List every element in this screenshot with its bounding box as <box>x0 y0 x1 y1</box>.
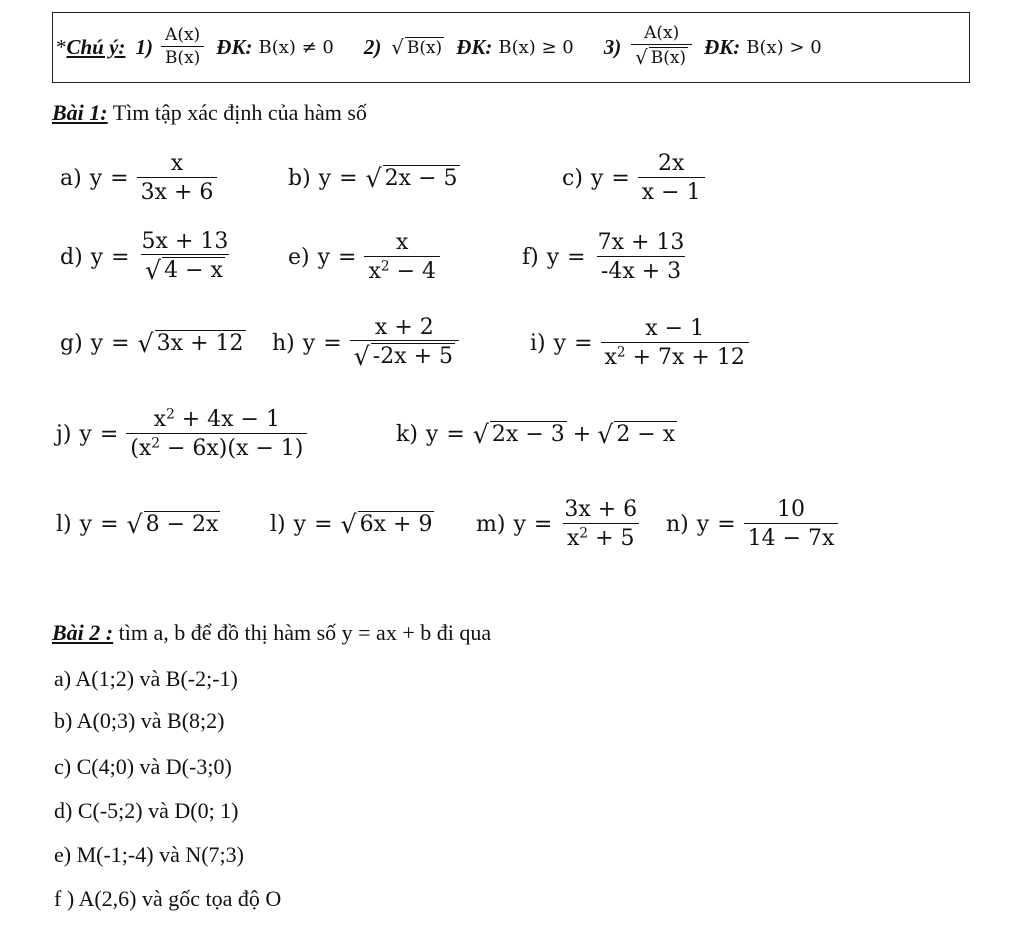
square-root <box>138 330 246 356</box>
exercise-label: k) <box>396 421 418 447</box>
exercise-m <box>476 494 641 554</box>
numerator: x <box>170 151 184 177</box>
bai1-heading <box>52 100 367 126</box>
fraction <box>744 497 839 551</box>
sqrt-sign: √ <box>144 255 162 285</box>
exercise-k <box>396 404 677 464</box>
exercise-label: m) <box>476 511 506 537</box>
note-label: Chú ý: <box>66 34 126 59</box>
exercise-label: e) <box>288 244 310 270</box>
exercise-h <box>272 314 459 372</box>
denominator: -4x + 3 <box>597 256 685 284</box>
equals-sign: = <box>717 511 736 537</box>
equals-sign: = <box>323 330 342 356</box>
fraction <box>350 315 459 371</box>
radicand: 6x + 9 <box>359 511 433 537</box>
note-c2-num: 2) <box>363 34 382 59</box>
equals-sign: = <box>110 165 129 191</box>
exercise-label: l) <box>270 511 286 537</box>
y-symbol: y <box>318 165 332 191</box>
equals-sign: = <box>111 244 130 270</box>
square-root <box>597 421 677 447</box>
numerator: 3x + 6 <box>564 497 638 523</box>
exercise-g <box>60 314 246 372</box>
equals-sign: = <box>574 330 593 356</box>
sqrt-sign: √ <box>340 509 357 539</box>
denominator <box>126 433 307 461</box>
note-c1-dk: ĐK: <box>216 34 253 59</box>
note-c1-frac-num: A(x) <box>165 24 201 45</box>
equals-sign: = <box>99 421 119 447</box>
note-c1-frac-den: B(x) <box>161 46 204 69</box>
y-symbol: y <box>79 421 92 447</box>
exercise-n <box>666 494 838 554</box>
square-root <box>127 511 221 537</box>
sqrt-sign: √ <box>137 328 154 358</box>
exponent: 2 <box>380 258 390 274</box>
note-c2-cond: B(x) ≥ 0 <box>498 36 574 58</box>
den-rest: − 6x)(x − 1) <box>159 435 304 461</box>
num-base: x <box>153 407 167 433</box>
bai1-text: Tìm tập xác định của hàm số <box>107 100 367 125</box>
bai2-heading <box>52 620 491 646</box>
exercise-label: b) <box>288 165 311 191</box>
exponent: 2 <box>166 406 175 423</box>
sqrt-sign: √ <box>635 46 648 70</box>
denominator <box>364 256 440 284</box>
fraction <box>638 151 705 205</box>
fraction <box>126 407 307 461</box>
y-symbol: y <box>553 330 567 356</box>
fraction <box>594 230 689 284</box>
radicand: 8 − 2x <box>145 511 219 537</box>
exercise-d <box>60 228 232 286</box>
numerator <box>150 407 284 432</box>
exercise-b <box>288 150 460 206</box>
radicand: 3x + 12 <box>156 330 244 356</box>
bai2-item-e: e) M(-1;-4) và N(7;3) <box>54 842 244 867</box>
radicand: 2x − 3 <box>491 421 565 447</box>
sqrt-sign: √ <box>472 419 489 449</box>
note-c1-cond: B(x) ≠ 0 <box>258 36 334 58</box>
exercise-label: g) <box>60 330 83 356</box>
radicand: 2x − 5 <box>384 165 458 191</box>
note-c3-cond: B(x) > 0 <box>746 36 822 58</box>
square-root <box>354 343 455 369</box>
den-base: x <box>368 258 381 284</box>
note-c2-rad: B(x) <box>406 37 443 58</box>
exponent: 2 <box>579 525 589 541</box>
plus-sign: + <box>572 421 592 447</box>
equals-sign: = <box>446 421 465 447</box>
equals-sign: = <box>100 511 119 537</box>
bai2-text: tìm a, b để đồ thị hàm số y = ax + b đi qua <box>113 620 492 645</box>
sqrt-sign: √ <box>365 163 382 193</box>
note-prefix: * <box>56 34 67 59</box>
exercise-label: f) <box>522 244 539 270</box>
den-base: (x <box>130 435 152 461</box>
note-c3-sqrt <box>635 47 688 68</box>
radicand: -2x + 5 <box>372 344 454 370</box>
y-symbol: y <box>89 165 103 191</box>
y-symbol: y <box>513 511 526 537</box>
sqrt-sign: √ <box>353 341 370 371</box>
y-symbol: y <box>425 421 439 447</box>
denominator: 14 − 7x <box>744 523 839 551</box>
equals-sign: = <box>533 511 553 537</box>
note-c1-num: 1) <box>135 34 153 59</box>
note-c3-fraction <box>631 24 692 69</box>
exercise-label: i) <box>530 330 546 356</box>
sqrt-sign: √ <box>597 419 614 449</box>
equals-sign: = <box>567 244 586 270</box>
numerator: 10 <box>777 497 806 523</box>
denominator <box>563 523 639 551</box>
exercise-i <box>530 314 749 372</box>
y-symbol: y <box>90 244 104 270</box>
exponent: 2 <box>151 435 160 451</box>
bai2-item-f: f ) A(2,6) và gốc tọa độ O <box>54 886 282 911</box>
note-c3-dk: ĐK: <box>704 34 741 59</box>
note-content <box>56 14 822 80</box>
den-base: x <box>566 525 580 551</box>
exercise-l-1 <box>56 494 220 554</box>
exercise-label: l) <box>56 511 72 537</box>
exercise-label: h) <box>272 330 295 356</box>
equals-sign: = <box>338 244 357 270</box>
numerator: 7x + 13 <box>597 230 685 256</box>
square-root <box>473 421 567 447</box>
denominator: x − 1 <box>638 177 705 205</box>
note-c1-fraction <box>161 26 204 68</box>
y-symbol: y <box>696 511 710 537</box>
bai2-item-b: b) A(0;3) và B(8;2) <box>54 708 225 733</box>
square-root <box>366 165 460 191</box>
square-root <box>145 257 225 283</box>
exercise-a <box>60 150 217 206</box>
y-symbol: y <box>302 330 316 356</box>
exercise-label: a) <box>60 165 82 191</box>
exponent: 2 <box>616 344 626 360</box>
radicand: 2 − x <box>616 421 676 447</box>
exercise-l-2 <box>270 494 434 554</box>
bai2-item-c: c) C(4;0) và D(-3;0) <box>54 754 232 779</box>
numerator: x + 2 <box>374 314 434 340</box>
numerator: x <box>396 230 409 256</box>
note-c3-frac-num: A(x) <box>644 23 680 44</box>
note-c2-sqrt <box>391 37 444 58</box>
equals-sign: = <box>314 511 333 537</box>
denominator: 3x + 6 <box>137 177 218 205</box>
numerator: x − 1 <box>645 316 705 342</box>
bai2-label: Bài 2 : <box>52 620 114 645</box>
exercise-label: j) <box>56 421 72 447</box>
den-rest: + 5 <box>588 525 635 551</box>
fraction <box>364 230 440 284</box>
exercise-label: n) <box>666 511 689 537</box>
denominator <box>601 342 749 370</box>
bai2-item-a: a) A(1;2) và B(-2;-1) <box>54 666 238 691</box>
exercise-e <box>288 228 440 286</box>
bai1-label: Bài 1: <box>52 100 108 125</box>
fraction <box>137 151 218 205</box>
y-symbol: y <box>90 330 104 356</box>
sqrt-sign: √ <box>126 509 143 539</box>
equals-sign: = <box>339 165 358 191</box>
fraction <box>601 316 749 370</box>
y-symbol: y <box>590 165 604 191</box>
sqrt-sign: √ <box>391 35 404 59</box>
square-root <box>341 511 435 537</box>
y-symbol: y <box>546 244 560 270</box>
y-symbol: y <box>293 511 307 537</box>
den-rest: + 7x + 12 <box>625 344 745 370</box>
exercise-c <box>562 150 705 206</box>
exercise-j <box>56 404 307 464</box>
y-symbol: y <box>317 244 331 270</box>
fraction <box>560 497 641 551</box>
note-c3-rad: B(x) <box>650 47 687 68</box>
numerator: 2x <box>657 151 685 177</box>
radicand: 4 − x <box>164 258 223 284</box>
equals-sign: = <box>611 165 630 191</box>
exercise-label: c) <box>562 165 583 191</box>
numerator: 5x + 13 <box>141 228 229 254</box>
note-c2-dk: ĐK: <box>456 34 493 59</box>
num-rest: + 4x − 1 <box>174 407 280 433</box>
den-base: x <box>604 344 617 370</box>
den-rest: − 4 <box>389 258 436 284</box>
exercise-f <box>522 228 688 286</box>
note-c3-num: 3) <box>603 34 622 59</box>
y-symbol: y <box>79 511 93 537</box>
exercise-label: d) <box>60 244 83 270</box>
fraction <box>138 229 233 285</box>
bai2-item-d: d) C(-5;2) và D(0; 1) <box>54 798 239 823</box>
equals-sign: = <box>111 330 130 356</box>
